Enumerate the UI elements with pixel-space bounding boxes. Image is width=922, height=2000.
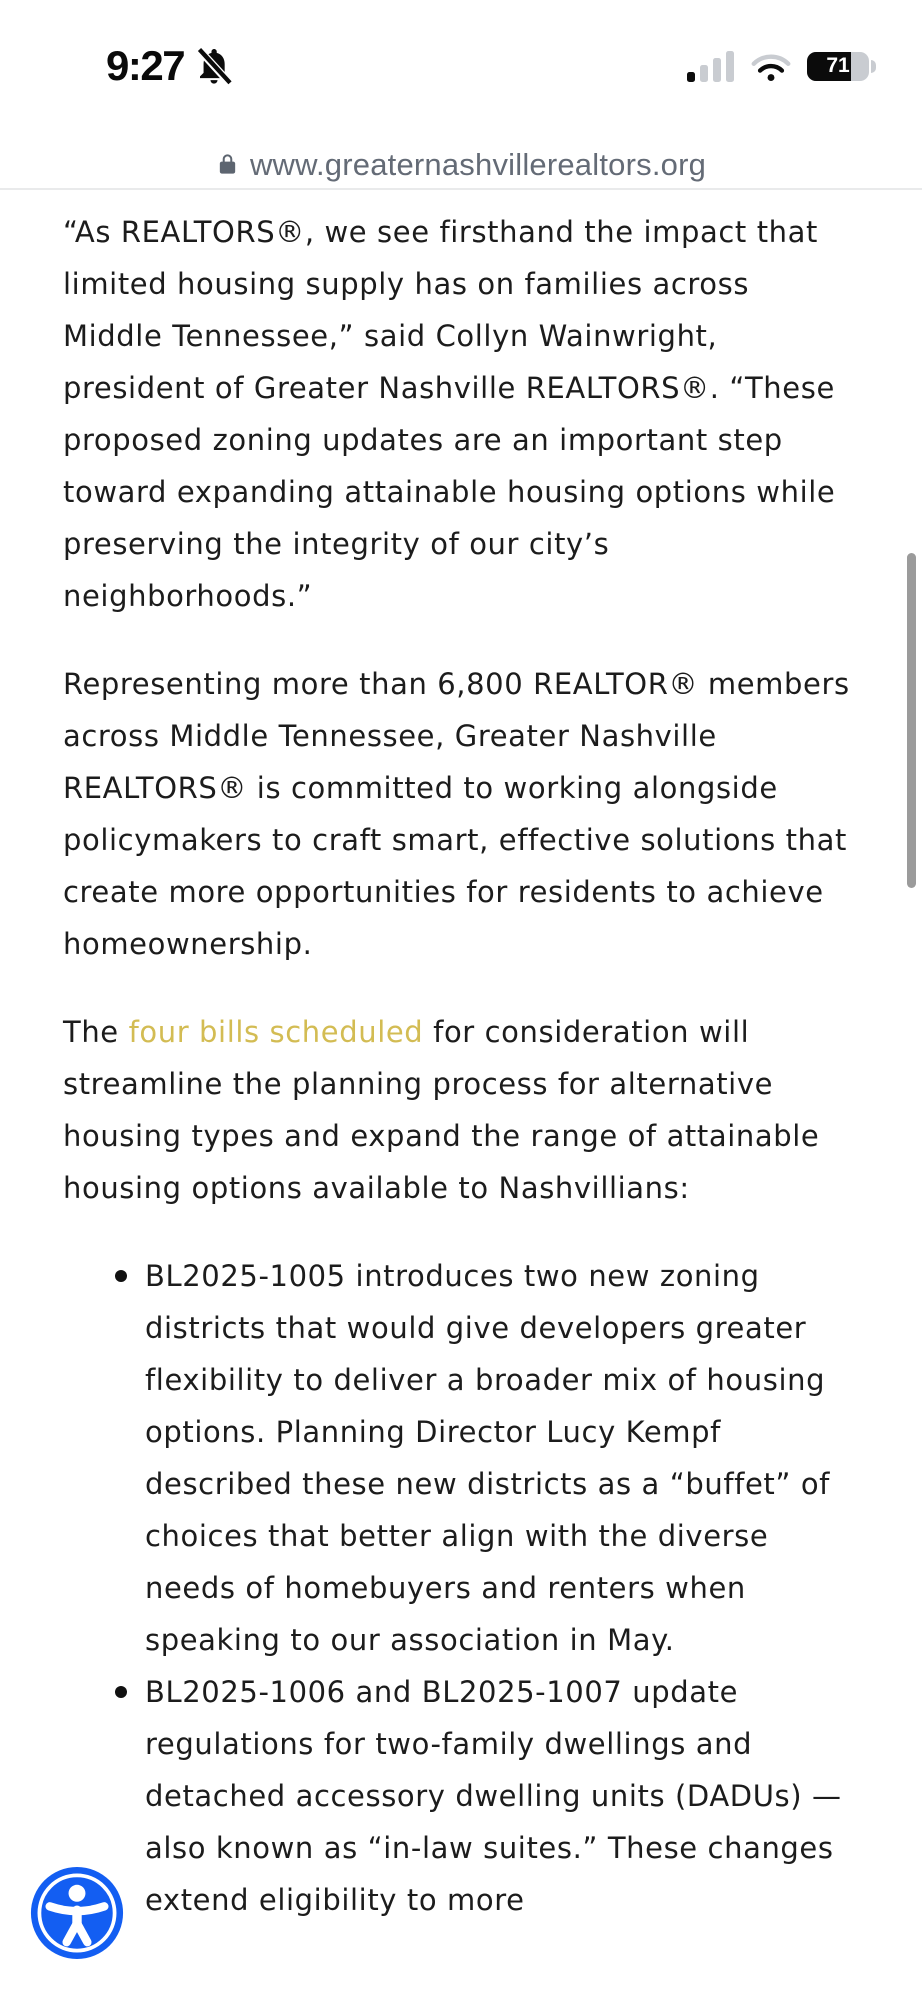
scrollbar-thumb[interactable] [907, 553, 916, 888]
status-bar-left [106, 42, 234, 90]
accessibility-person-icon [30, 1866, 124, 1960]
list-item-bl2025-1005: BL2025-1005 introduces two new zoning districts that would give developers greater flexibility to deliver a broader mix of housing options. Planning Director Lucy Kempf described these new districts as a “buffet” of choices that better align with the diverse needs of homebuyers and renters when speaking to our association in May. [63, 1250, 858, 1666]
battery-percent-text: 71 [826, 54, 850, 77]
bills-text-after: for consideration will streamline the planning process for alternative housing types and expand the range of attainable housing options available to Nashvillians: [63, 1015, 820, 1205]
url-text: www.greaternashvillerealtors.org [249, 147, 707, 182]
bills-list [63, 1250, 858, 1926]
battery-icon [807, 52, 876, 81]
notifications-silenced-icon [194, 46, 234, 86]
paragraph-bills [63, 1006, 858, 1214]
cellular-signal-icon [687, 50, 735, 82]
status-bar [0, 0, 922, 112]
status-bar-right [687, 50, 876, 82]
status-time: 9:27 [106, 42, 185, 89]
accessibility-widget-button[interactable] [30, 1866, 124, 1960]
four-bills-scheduled-link[interactable]: four bills scheduled [128, 1015, 424, 1049]
paragraph-membership: Representing more than 6,800 REALTOR® members across Middle Tennessee, Greater Nashville REALTORS® is committed to working alongside policymakers to craft smart, effective solutions that create more opportunities for residents to achieve homeownership. [63, 667, 850, 961]
url-bar[interactable] [0, 112, 922, 188]
list-item-bl2025-1006-1007: BL2025-1006 and BL2025-1007 update regulations for two-family dwellings and detached accessory dwelling units (DADUs) — also known as “in-law suites.” These changes extend eligibility to more [63, 1666, 858, 1926]
battery-cap [871, 60, 876, 73]
wifi-icon [751, 51, 791, 82]
article-content [0, 190, 922, 1926]
bills-text-before: The [63, 1015, 129, 1049]
lock-icon [216, 151, 239, 177]
paragraph-quote: “As REALTORS®, we see firsthand the impact that limited housing supply has on families across Middle Tennessee,” said Collyn Wainwright, president of Greater Nashville REALTORS®. “These proposed zoning updates are an important step toward expanding attainable housing options while preserving the integrity of our city’s neighborhoods.” [63, 215, 836, 613]
